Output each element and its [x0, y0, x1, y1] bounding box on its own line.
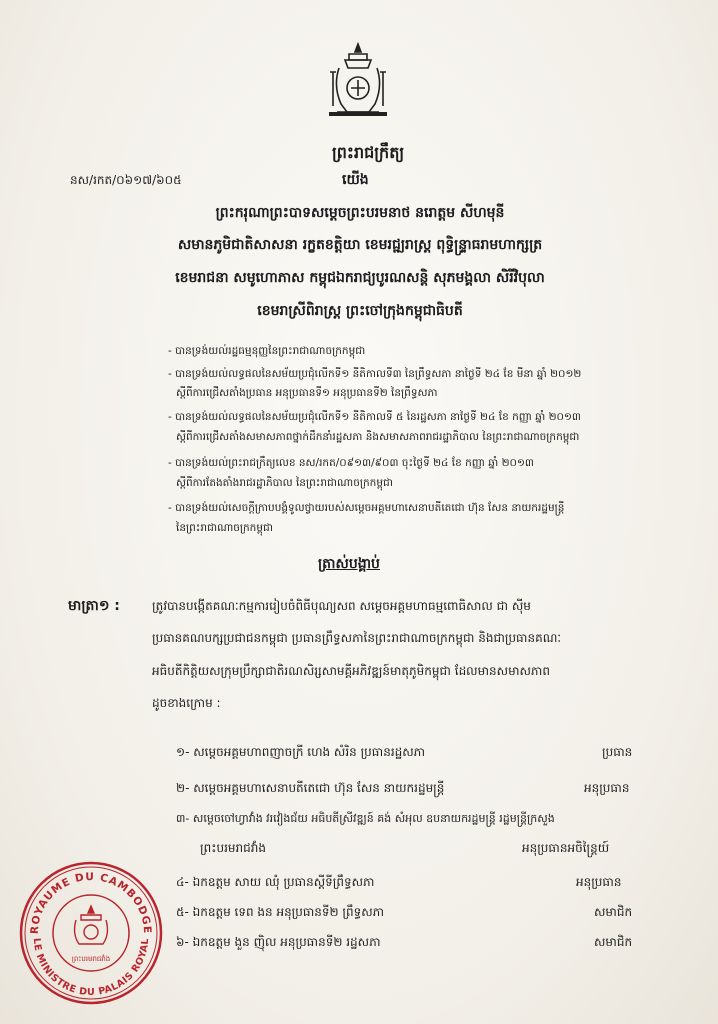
- member-entry: ៤- ឯកឧត្តម សាយ ឈុំ ប្រធានស្ដីទីព្រឹទ្ធសភា: [176, 875, 375, 889]
- member-role: អនុប្រធាន: [576, 875, 622, 889]
- member-entry-cont: ព្រះបរមរាជវាំង: [200, 841, 266, 855]
- consideration-item: - បានទ្រង់យល់លទ្ធផលនៃសម័យប្រជុំលើកទី១ នីតិកាលទី ៥ នៃរដ្ឋសភា នាថ្ងៃទី ២៤ ខែ កញ្ញា ឆ្នាំ ២០១៣: [168, 411, 581, 423]
- royal-palace-seal-stamp: [16, 858, 166, 1008]
- consideration-item-cont: ស្ដីពីការជ្រើសតាំងសមាសភាពថ្នាក់ដឹកនាំរដ្ឋសភា និងសមាសភាពរាជរដ្ឋាភិបាល នៃព្រះរាជាណាចក្រកម្ពុជា: [176, 431, 580, 443]
- consideration-item-cont: ស្ដីពីការជ្រើសតាំងប្រធាន អនុប្រធានទី១ អនុប្រធានទី២ នៃព្រឹទ្ធសភា: [176, 387, 438, 399]
- consideration-item: - បានទ្រង់យល់រដ្ឋធម្មនុញ្ញនៃព្រះរាជាណាចក្រកម្ពុជា: [168, 345, 366, 357]
- member-role: អនុប្រធាន: [584, 781, 630, 795]
- yeung-heading: យើង: [342, 172, 369, 188]
- article-label: មាត្រា១ :: [68, 598, 120, 614]
- king-title-line-4: ខេមរាស្រីពិរាស្ត្រ ព្រះចៅក្រុងកម្ពុជាធិបតី: [257, 303, 463, 319]
- consideration-item-cont: នៃព្រះរាជាណាចក្រកម្ពុជា: [176, 522, 274, 534]
- member-entry: ៣- សម្ដេចចៅហ្វាវាំង វរវៀងជ័យ អធិបតីស្រីវឌ្ឍន៍ គង់ សំអុល ឧបនាយករដ្ឋមន្ត្រី រដ្ឋមន្ត្រីក្រសួង: [176, 812, 555, 825]
- seal-top-text: ROYAUME DU CAMBODGE: [28, 870, 154, 935]
- seal-bottom-text: LE MINISTRE DU PALAIS ROYAL: [30, 937, 152, 999]
- member-entry: ៥- ឯកឧត្តម ទេព ងន អនុប្រធានទី២ ព្រឹទ្ធសភា: [176, 905, 385, 919]
- consideration-item: - បានទ្រង់យល់លទ្ធផលនៃសម័យប្រជុំលើកទី១ នីតិកាលទី៣ នៃព្រឹទ្ធសភា នាថ្ងៃទី ២៤ ខែ មីនា ឆ្នាំ ២០១២: [168, 368, 582, 380]
- member-entry: ៦- ឯកឧត្តម ងួន ញ៉ិល អនុប្រធានទី២ រដ្ឋសភា: [176, 935, 381, 949]
- king-title-line-2: សមានភូមិជាតិសាសនា រក្ខតខត្តិយា ខេមរជ្ឍរាស្ត្រ ពុទ្ធិន្ទ្រាធរាមហាក្សត្រ: [177, 237, 543, 253]
- decree-title: ព្រះរាជក្រឹត្យ: [332, 143, 405, 162]
- article-line: ត្រូវបានបង្កើតគណៈកម្មការរៀបចំពិធីបុណ្យសព សម្ដេចអគ្គមហាធម្មពោធិសាល ជា ស៊ីម: [152, 599, 531, 613]
- article-line: ប្រធានគណបក្សប្រជាជនកម្ពុជា ប្រធានព្រឹទ្ធសភានៃព្រះរាជាណាចក្រកម្ពុជា និងជាប្រធានគណៈ: [152, 631, 562, 645]
- member-role: អនុប្រធានអចិន្ត្រៃយ៍: [522, 841, 610, 855]
- article-line: ដូចខាងក្រោម :: [152, 696, 221, 710]
- seal-inner-text: ព្រះបរមរាជវាំង: [71, 955, 111, 963]
- consideration-item-cont: ស្ដីពីការតែងតាំងរាជរដ្ឋាភិបាល នៃព្រះរាជាណាចក្រកម្ពុជា: [176, 477, 393, 489]
- member-role: សមាជិក: [594, 905, 633, 919]
- reference-number: នស/រកត/០៦១៧/៦០៥: [70, 173, 182, 187]
- member-role: ប្រធាន: [602, 745, 633, 759]
- decree-heading: ត្រាស់បង្គាប់: [318, 556, 380, 572]
- king-title-line-3: ខេមរាជនា សមូហោភាស កម្ពុជឯករាជ្យបូរណសន្តិ សុភមង្គលា សិរីវិបុលា: [175, 270, 545, 286]
- member-role: សមាជិក: [594, 935, 633, 949]
- consideration-item: - បានទ្រង់យល់ព្រះរាជក្រឹត្យលេខ នស/រកត/០៩១៣/៩០៣ ចុះថ្ងៃទី ២៤ ខែ កញ្ញា ឆ្នាំ ២០១៣: [168, 457, 534, 469]
- member-entry: ២- សម្ដេចអគ្គមហាសេនាបតីតេជោ ហ៊ុន សែន នាយករដ្ឋមន្ត្រី: [176, 781, 445, 795]
- member-entry: ១- សម្ដេចអគ្គមហាពញាចក្រី ហេង សំរិន ប្រធានរដ្ឋសភា: [176, 745, 426, 759]
- article-line: អធិបតីកិត្តិយសក្រុមប្រឹក្សាជាតិរណសិរ្សសាមគ្គីអភិវឌ្ឍន៍មាតុភូមិកម្ពុជា ដែលមានសមាសភាព: [152, 664, 550, 678]
- consideration-item: - បានទ្រង់យល់សេចក្ដីក្រាបបង្គំទូលថ្វាយរបស់សម្ដេចអគ្គមហាសេនាបតីតេជោ ហ៊ុន សែន នាយករដ្ឋមន្ត្រី: [168, 502, 565, 514]
- royal-coat-of-arms-icon: [325, 42, 391, 118]
- king-title-line-1: ព្រះករុណាព្រះបាទសម្ដេចព្រះបរមនាថ នរោត្តម សីហមុនី: [215, 205, 505, 221]
